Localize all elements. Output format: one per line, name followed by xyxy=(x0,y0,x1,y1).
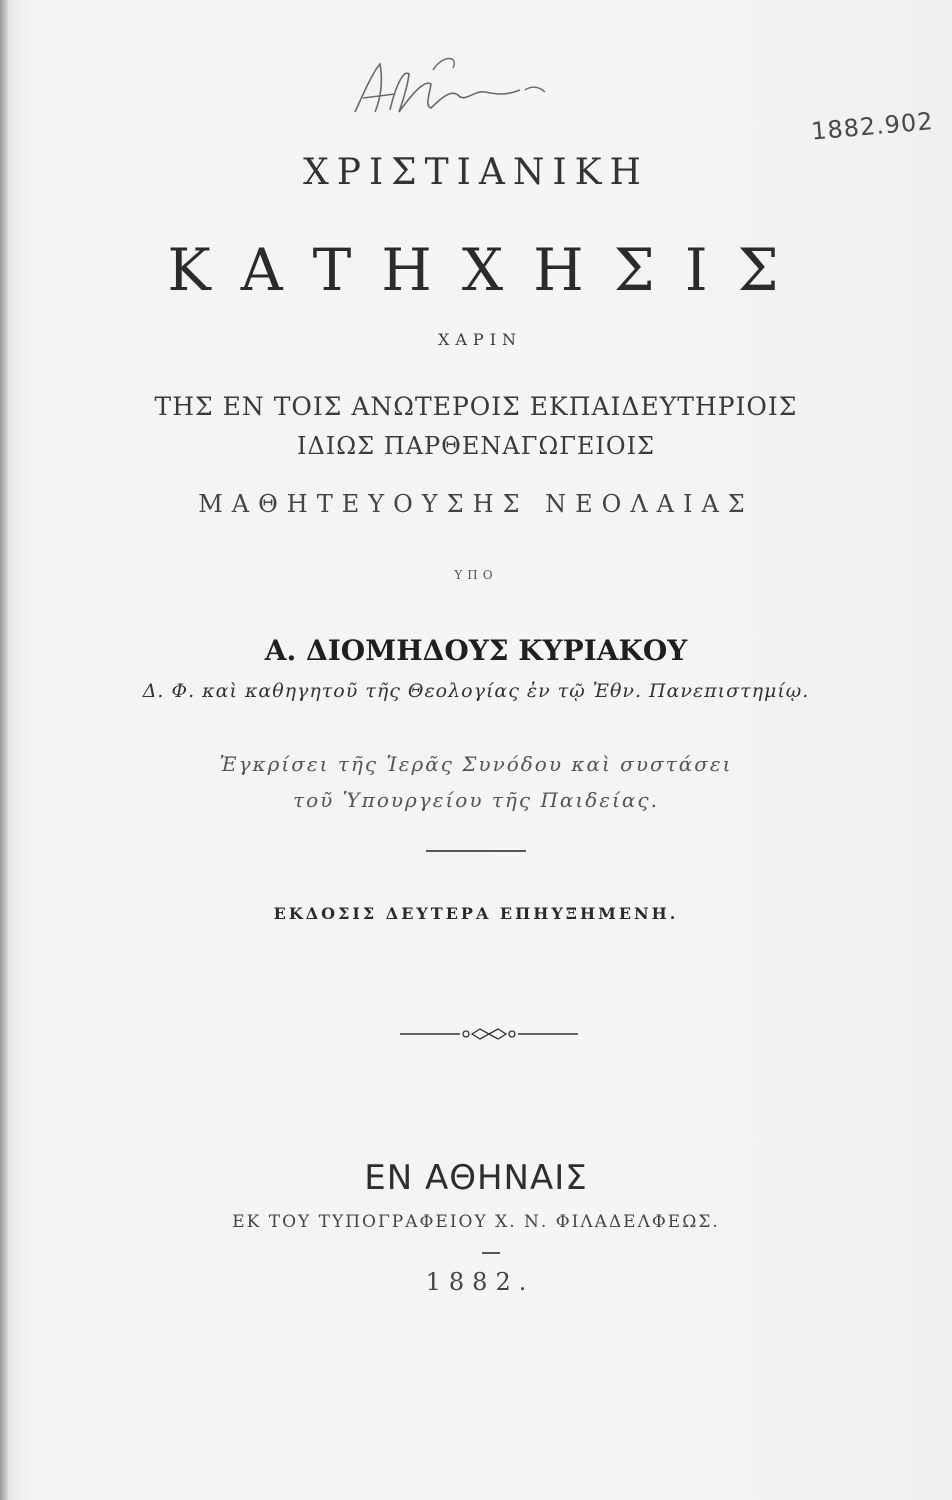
approval-line-2: τοῦ Ὑπουργείου τῆς Παιδείας. xyxy=(293,788,659,812)
subtitle-line-youth: ΜΑΘΗΤΕΥΟΥΣΗΣ ΝΕΟΛΑΙΑΣ xyxy=(198,490,754,518)
author-name: Α. ΔΙΟΜΗΔΟΥΣ ΚΥΡΙΑΚΟΥ xyxy=(264,634,688,667)
subtitle-line-girls-schools: ΙΔΙΩΣ ΠΑΡΘΕΝΑΓΩΓΕΙΟΙΣ xyxy=(296,432,656,460)
divider-rule xyxy=(426,850,526,852)
edition-statement: ΕΚΔΟΣΙΣ ΔΕΥΤΕΡΑ ΕΠΗΥΞΗΜΕΝΗ. xyxy=(273,904,679,923)
approval-line-1: Ἐγκρίσει τῆς Ἱερᾶς Συνόδου καὶ συστάσει xyxy=(219,752,733,776)
by-label: ΥΠΟ xyxy=(454,568,498,582)
subtitle-line-schools: ΤΗΣ ΕΝ ΤΟΙΣ ΑΝΩΤΕΡΟΙΣ ΕΚΠΑΙΔΕΥΤΗΡΙΟΙΣ xyxy=(154,392,798,421)
imprint-printer: ΕΚ ΤΟΥ ΤΥΠΟΓΡΑΦΕΙΟΥ Χ. Ν. ΦΙΛΑΔΕΛΦΕΩΣ. xyxy=(232,1212,720,1232)
title-line-katichisis: ΚΑΤΗΧΗΣΙΣ xyxy=(167,236,809,304)
handwritten-signature-icon xyxy=(335,50,565,130)
ornament-divider-icon xyxy=(400,1024,578,1044)
author-role: Δ. Φ. καὶ καθηγητοῦ τῆς Θεολογίας ἐν τῷ Ἐθν. Πανεπιστημίῳ. xyxy=(142,680,810,702)
shelfmark: 1882.902 xyxy=(810,107,935,146)
small-rule xyxy=(482,1252,500,1254)
imprint-city: ΕΝ ΑΘΗΝΑΙΣ xyxy=(364,1158,588,1198)
imprint-year: 1882. xyxy=(425,1268,535,1296)
title-line-christianiki: ΧΡΙΣΤΙΑΝΙΚΗ xyxy=(303,152,649,193)
subtitle-charin: ΧΑΡΙΝ xyxy=(437,330,523,349)
